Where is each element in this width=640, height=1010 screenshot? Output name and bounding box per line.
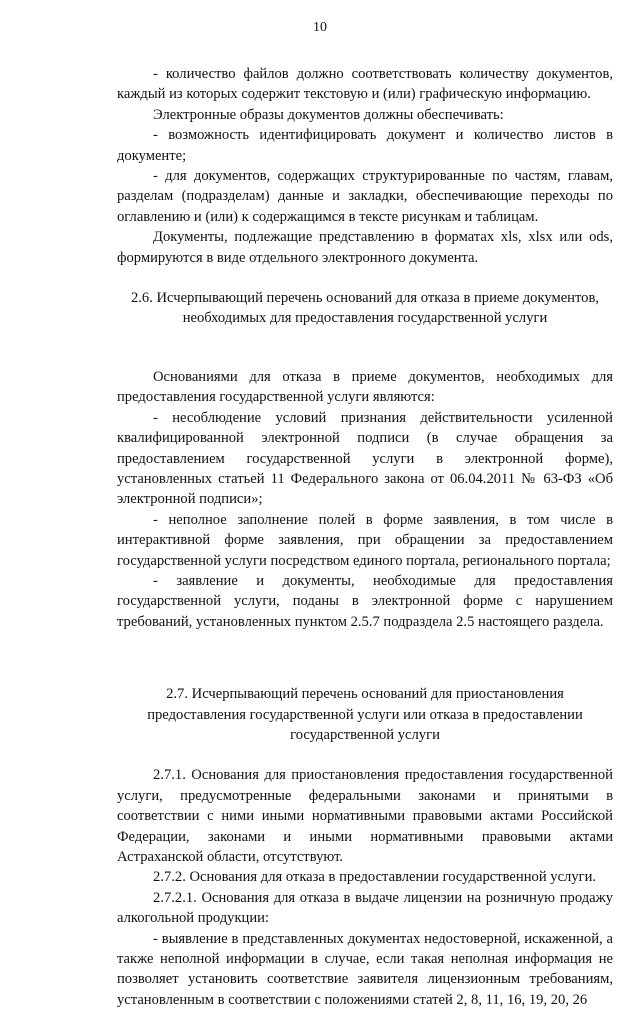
paragraph: - неполное заполнение полей в форме заявления, в том числе в интерактивной форме заявления, при обращении за предоставлением государственной услуги посредством единого портала, регионального портала; (117, 511, 613, 569)
page-number: 10 (313, 20, 327, 35)
document-body (117, 64, 613, 1010)
paragraph: Электронные образы документов должны обеспечивать: (153, 106, 504, 123)
section-heading-2-7: 2.7. Исчерпывающий перечень оснований для приостановления предоставления государственной услуги или отказа в предоставлении государственной услуги (147, 686, 583, 743)
paragraph: Документы, подлежащие представлению в форматах xls, xlsx или ods, формируются в виде отдельного электронного документа. (117, 229, 613, 266)
paragraph: - выявление в представленных документах недостоверной, искаженной, а также неполной информации в случае, если такая неполная информация не позволяет установить соответствие заявителя лицензионным требованиям, установленным в соответствии с положениями статей 2, 8, 11, 16, 19, 20, 26 (117, 930, 613, 1008)
paragraph: 2.7.2. Основания для отказа в предоставлении государственной услуги. (153, 869, 597, 886)
paragraph: Основаниями для отказа в приеме документов, необходимых для предоставления государственной услуги являются: (117, 368, 613, 406)
paragraph: - для документов, содержащих структурированные по частям, главам, разделам (подразделам) данные и закладки, обеспечивающие переходы по оглавлению и (или) к содержащимся в тексте рисункам и таблицам. (117, 168, 613, 225)
section-heading-2-6: 2.6. Исчерпывающий перечень оснований для отказа в приеме документов, необходимых для предоставления государственной услуги (130, 290, 600, 327)
paragraph: - количество файлов должно соответствовать количеству документов, каждый из которых содержит текстовую и (или) графическую информацию. (117, 66, 613, 103)
paragraph: - заявление и документы, необходимые для предоставления государственной услуги, поданы в электронной форме с нарушением требований, установленных пунктом 2.5.7 подраздела 2.5 настоящего раздела. (117, 572, 613, 630)
paragraph: 2.7.1. Основания для приостановления предоставления государственной услуги, предусмотренные федеральными законами и принятыми в соответствии с ними иными нормативными правовыми актами Российской Федерации, законами и иными нормативными правовыми актами Астраханской области, отсутствуют. (117, 767, 613, 865)
paragraph: - возможность идентифицировать документ и количество листов в документе; (117, 127, 613, 164)
paragraph: 2.7.2.1. Основания для отказа в выдаче лицензии на розничную продажу алкогольной продукции: (117, 889, 613, 927)
paragraph: - несоблюдение условий признания действительности усиленной квалифицированной электронной подписи (в случае обращения за предоставлением государственной услуги в электронной форме), установленных статьей 11 Федерального закона от 06.04.2011 № 63-ФЗ «Об электронной подписи»; (117, 409, 613, 508)
